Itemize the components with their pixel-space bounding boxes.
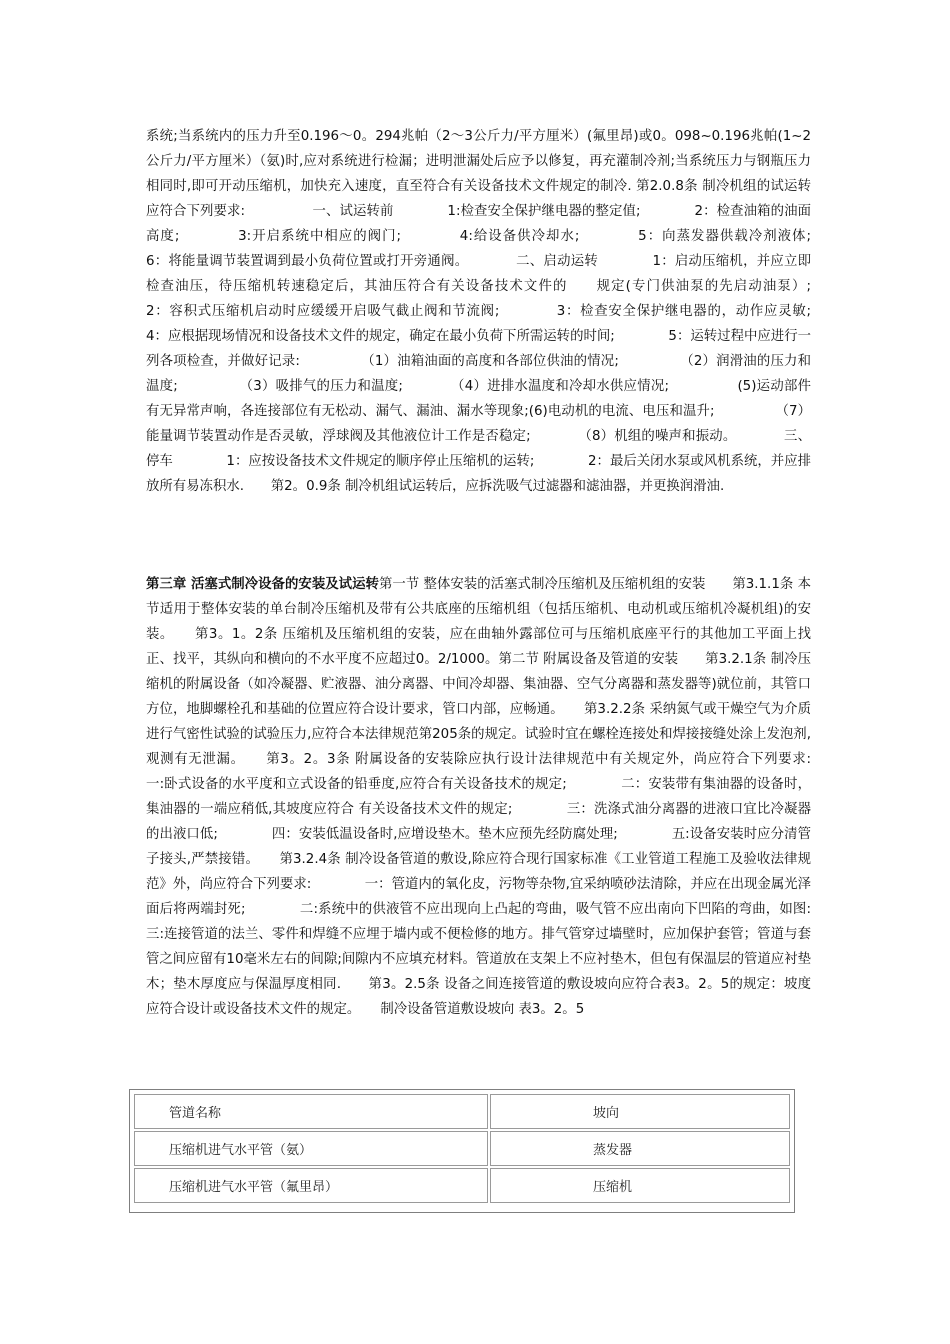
table-header-cell: 管道名称 <box>134 1094 488 1129</box>
body-paragraph: 系统;当系统内的压力升至0.196～0。294兆帕（2～3公斤力/平方厘米）(氟里昂)或0。098~0.196兆帕(1~2公斤力/平方厘米）（氨)时,应对系统进行检漏；进明泄漏处后应予以修复，再充灌制冷剂;当系统压力与钢瓶压力相同时,即可开动压缩机，加快充入速度，直至符合有关设备技术文件规定的制冷. 第2.0.8条 制冷机组的试运转应符合下列要求: 一、试运转前 1:检查安全保护继电器的整定值; 2：检查油箱的油面高度; 3:开启系统中相应的阀门; 4:给设备供冷却水; 5：向蒸发器供载冷剂液体; 6：将能量调节装置调到最小负荷位置或打开旁通阀。 二、启动运转 1：启动压缩机，并应立即检查油压，待压缩机转速稳定后，其油压符合有关设备技术文件的 规定(专门供油泵的先启动油泵）; 2：容积式压缩机启动时应缓缓开启吸气截止阀和节流阀; 3：检查安全保护继电器的，动作应灵敏; 4：应根据现场情况和设备技术文件的规定，确定在最小负荷下所需运转的时间; 5：运转过程中应进行一列各项检查，并做好记录: （1）油箱油面的高度和各部位供油的情况; （2）润滑油的压力和温度; （3）吸排气的压力和温度; （4）进排水温度和冷却水供应情况; (5)运动部件有无异常声响，各连接部位有无松动、漏气、漏油、漏水等现象;(6)电动机的电流、电压和温升; （7）能量调节装置动作是否灵敏，浮球阀及其他液位计工作是否稳定; （8）机组的噪声和振动。 三、停车 1：应按设备技术文件规定的顺序停止压缩机的运转; 2：最后关闭水泵或风机系统，并应排放所有易冻积水. 第2。0.9条 制冷机组试运转后，应拆洗吸气过滤器和滤油器，并更换润滑油. <box>146 129 865 494</box>
table-cell: 压缩机进气水平管（氨） <box>134 1131 488 1166</box>
chapter-paragraph <box>146 572 865 1022</box>
chapter-body: 第一节 整体安装的活塞式制冷压缩机及压缩机组的安装 第3.1.1条 本节适用于整体安装的单台制冷压缩机及带有公共底座的压缩机组（包括压缩机、电动机或压缩机冷凝机组)的安装。 第3。1。2条 压缩机及压缩机组的安装，应在曲轴外露部位可与压缩机底座平行的其他加工平面上找正、找平，其纵向和横向的不水平度不应超过0。2/1000。第二节 附属设备及管道的安装 第3.2.1条 制冷压缩机的附属设备（如冷凝器、贮液器、油分离器、中间冷却器、集油器、空气分离器和蒸发器等)就位前，其管口方位，地脚螺栓孔和基础的位置应符合设计要求，管口内部，应畅通。 第3.2.2条 采纳氮气或干燥空气为介质进行气密性试验的试验压力,应符合本法律规范第205条的规定。试验时宜在螺栓连接处和焊接接缝处涂上发泡剂,观测有无泄漏。 第3。2。3条 附属设备的安装除应执行设计法律规范中有关规定外，尚应符合下列要求: 一:卧式设备的水平度和立式设备的铅垂度,应符合有关设备技术的规定; 二：安装带有集油器的设备时，集油器的一端应稍低,其坡度应符合 有关设备技术文件的规定; 三：洗涤式油分离器的进液口宜比冷凝器的出液口低; 四：安装低温设备时,应增设垫木。垫木应预先经防腐处理; 五:设备安装时应分清管子接头,严禁接错。 第3.2.4条 制冷设备管道的敷设,除应符合现行国家标准《工业管道工程施工及验收法律规范》外，尚应符合下列要求: 一：管道内的氧化皮，污物等杂物,宜采纳喷砂法清除，并应在出现金属光泽面后将两端封死; 二:系统中的供液管不应出现向上凸起的弯曲，吸气管不应出南向下凹陷的弯曲，如图: 三:连接管道的法兰、零件和焊缝不应埋于墙内或不便检修的地方。排气管穿过墙壁时，应加保护套管；管道与套管之间应留有10毫米左右的间隙;间隙内不应填充材料。管道放在支架上不应衬垫木，但包有保温层的管道应衬垫木；垫木厚度应与保温厚度相同. 第3。2.5条 设备之间连接管道的敷设坡向应符合表3。2。5的规定：坡度应符合设计或设备技术文件的规定。 制冷设备管道敷设坡向 表3。2。5 <box>146 577 865 1017</box>
table-cell: 蒸发器 <box>490 1131 790 1166</box>
table-header-cell: 坡向 <box>490 1094 790 1129</box>
table-cell: 压缩机 <box>490 1168 790 1203</box>
table-row <box>134 1131 790 1166</box>
table-cell: 压缩机进气水平管（氟里昂） <box>134 1168 488 1203</box>
table-header-row <box>134 1094 790 1129</box>
pipe-slope-table <box>129 1089 795 1213</box>
table-row <box>134 1168 790 1203</box>
chapter-title: 第三章 活塞式制冷设备的安装及试运转 <box>146 577 379 592</box>
